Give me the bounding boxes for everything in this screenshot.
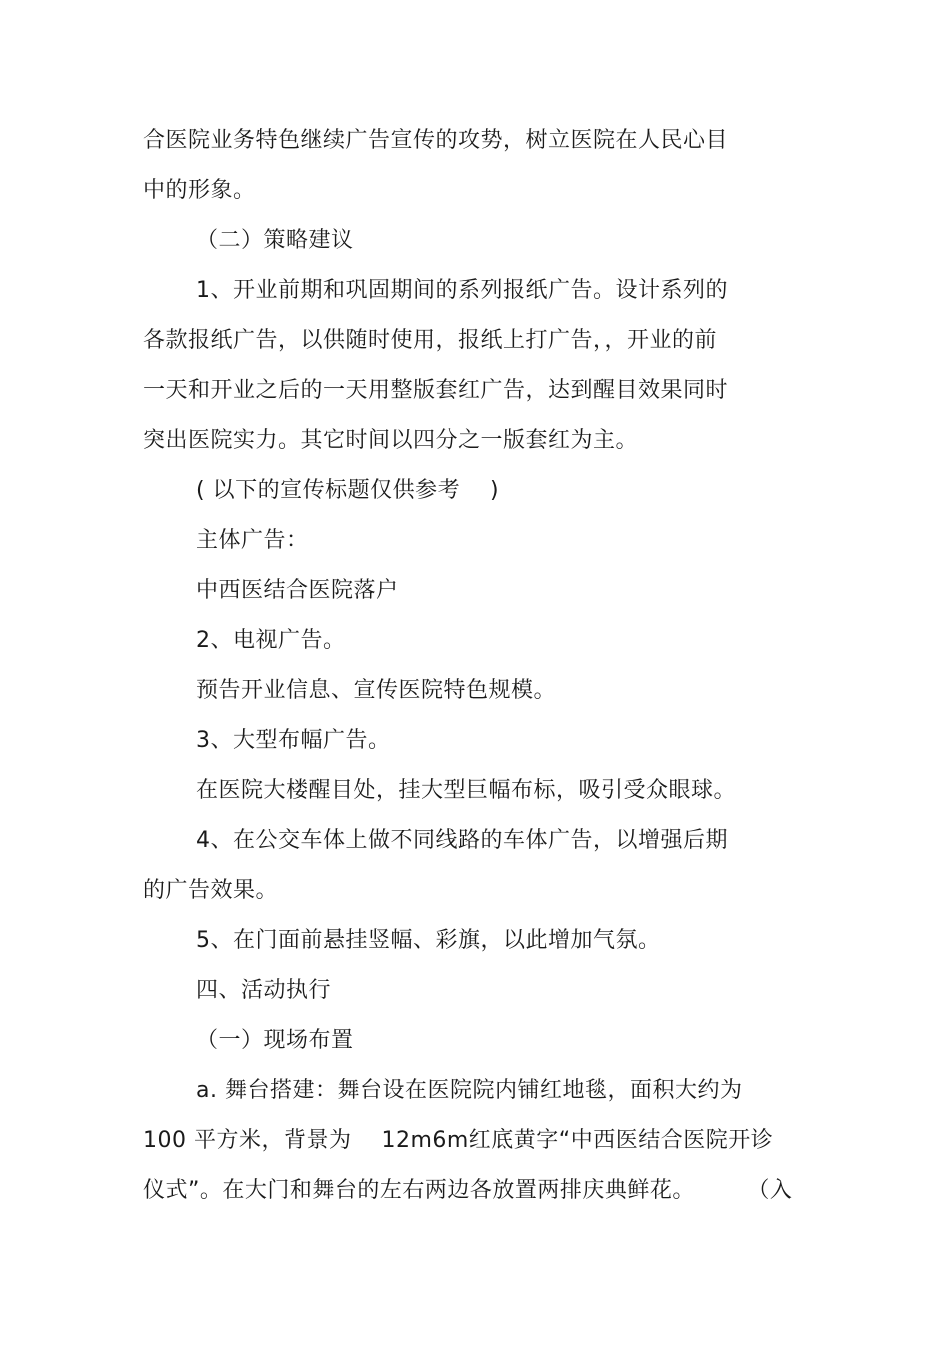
text-line-22: 仪式”。在大门和舞台的左右两边各放置两排庆典鲜花。 （入: [143, 1178, 793, 1203]
text-line-4: 1、开业前期和巩固期间的系列报纸广告。设计系列的: [196, 278, 728, 303]
text-line-15: 4、在公交车体上做不同线路的车体广告，以增强后期: [196, 828, 728, 853]
text-line-16: 的广告效果。: [143, 878, 279, 903]
text-line-1: 合医院业务特色继续广告宣传的攻势，树立医院在人民心目: [143, 128, 729, 153]
subsection-heading-layout: （一）现场布置: [196, 1028, 354, 1053]
text-line-7: 突出医院实力。其它时间以四分之一版套红为主。: [143, 428, 639, 453]
text-line-14: 在医院大楼醒目处，挂大型巨幅布标，吸引受众眼球。: [196, 778, 737, 803]
text-line-12: 预告开业信息、宣传医院特色规模。: [196, 678, 557, 703]
text-line-10: 中西医结合医院落户: [196, 578, 399, 603]
text-line-2: 中的形象。: [143, 178, 256, 203]
text-line-11: 2、电视广告。: [196, 628, 346, 653]
text-line-20: a. 舞台搭建：舞台设在医院院内铺红地毯，面积大约为: [196, 1078, 743, 1103]
text-line-21: 100 平方米，背景为 12m6m红底黄字“中西医结合医院开诊: [143, 1128, 774, 1153]
text-line-13: 3、大型布幅广告。: [196, 728, 391, 753]
text-line-9: 主体广告：: [196, 528, 309, 553]
section-heading-strategy: （二）策略建议: [196, 228, 354, 253]
text-line-6: 一天和开业之后的一天用整版套红广告，达到醒目效果同时: [143, 378, 729, 403]
text-line-8: ( 以下的宣传标题仅供参考 ): [196, 478, 500, 503]
section-heading-execution: 四、活动执行: [196, 978, 332, 1003]
text-line-5: 各款报纸广告，以供随时使用，报纸上打广告，，开业的前: [143, 328, 718, 353]
text-line-17: 5、在门面前悬挂竖幅、彩旗，以此增加气氛。: [196, 928, 661, 953]
